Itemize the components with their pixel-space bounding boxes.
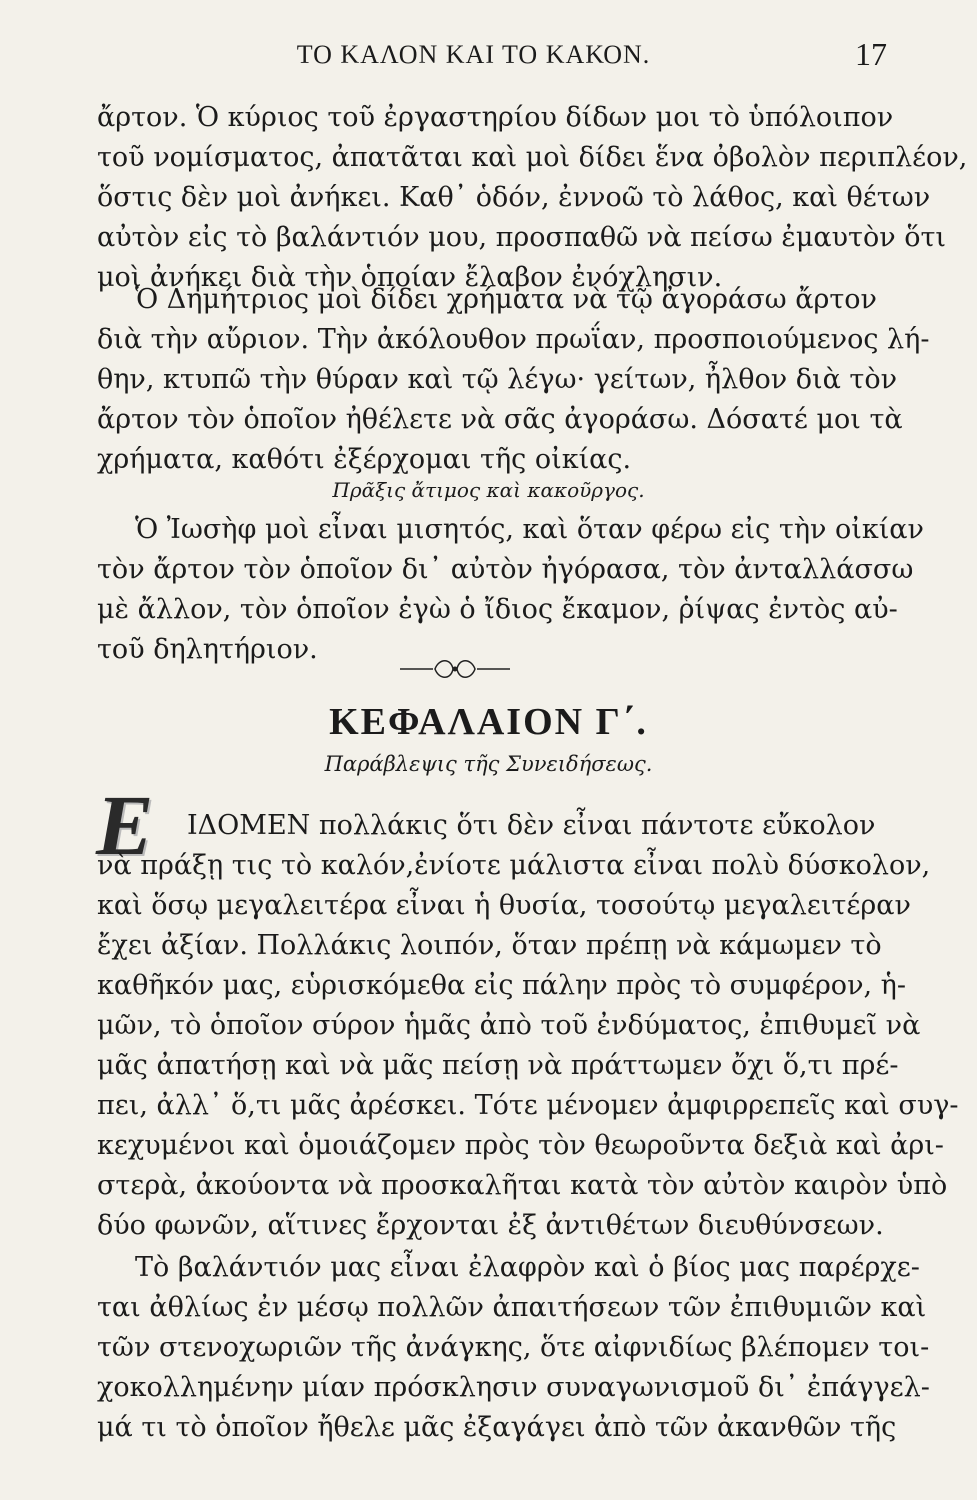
text-line: μῶν, τὸ ὁποῖον σύρον ἡμᾶς ἀπὸ τοῦ ἐνδύματος, ἐπιθυμεῖ νὰ — [97, 1010, 921, 1041]
text-line: χοκολλημένην μίαν πρόσκλησιν συναγωνισμοῦ δι᾽ ἐπάγγελ- — [97, 1372, 930, 1403]
text-line: ὅστις δὲν μοὶ ἀνήκει. Καθ᾽ ὁδόν, ἐννοῶ τὸ λάθος, καὶ θέτων — [97, 182, 931, 213]
chapter-title: ΚΕΦΑΛΑΙΟΝ Γ΄. — [329, 701, 648, 743]
text-line: τῶν στενοχωριῶν τῆς ἀνάγκης, ὅτε αἰφνιδίως βλέπομεν τοι- — [97, 1332, 930, 1363]
paragraph-3 — [97, 510, 924, 670]
text-line: ἔχει ἀξίαν. Πολλάκις λοιπόν, ὅταν πρέπῃ νὰ κάμωμεν τὸ — [97, 930, 882, 961]
drop-cap-initial: Ε — [96, 777, 154, 873]
page-header — [90, 36, 887, 80]
text-line: μὲ ἄλλον, τὸν ὁποῖον ἐγὼ ὁ ἴδιος ἔκαμον, ῥίψας ἐντὸς αὐ- — [97, 594, 898, 625]
text-line: μοὶ ἀνήκει διὰ τὴν ὁποίαν ἔλαβον ἐνόχλησιν. — [97, 262, 723, 293]
text-line: διὰ τὴν αὔριον. Τὴν ἀκόλουθον πρωΐαν, προσποιούμενος λή- — [97, 324, 930, 355]
text-line: νὰ πράξῃ τις τὸ καλόν,ἐνίοτε μάλιστα εἶναι πολὺ δύσκολον, — [97, 850, 931, 881]
text-line: μᾶς ἀπατήσῃ καὶ νὰ μᾶς πείσῃ νὰ πράττωμεν ὄχι ὅ,τι πρέ- — [97, 1050, 899, 1081]
text-line: Ὁ Ἰωσὴφ μοὶ εἶναι μισητός, καὶ ὅταν φέρω εἰς τὴν οἰκίαν — [135, 514, 924, 545]
text-line: Ὁ Δημήτριος μοὶ δίδει χρήματα νὰ τῷ ἀγοράσω ἄρτον — [135, 284, 877, 315]
text-line: χρήματα, καθότι ἐξέρχομαι τῆς οἰκίας. — [97, 444, 632, 475]
text-line: μά τι τὸ ὁποῖον ἤθελε μᾶς ἐξαγάγει ἀπὸ τῶν ἀκανθῶν τῆς — [97, 1412, 897, 1443]
text-line: ται ἀθλίως ἐν μέσῳ πολλῶν ἀπαιτήσεων τῶν ἐπιθυμιῶν καὶ — [97, 1292, 927, 1323]
text-line: τὸν ἄρτον τὸν ὁποῖον δι᾽ αὐτὸν ἠγόρασα, τὸν ἀνταλλάσσω — [97, 554, 914, 585]
paragraph-4 — [97, 806, 959, 1246]
text-line: καθῆκόν μας, εὑρισκόμεθα εἰς πάλην πρὸς τὸ συμφέρον, ἡ- — [97, 970, 906, 1001]
text-line: ἄρτον. Ὁ κύριος τοῦ ἐργαστηρίου δίδων μοι τὸ ὑπόλοιπον — [97, 102, 894, 133]
running-title: ΤΟ ΚΑΛΟΝ ΚΑΙ ΤΟ ΚΑΚΟΝ. — [296, 40, 651, 69]
text-line: ἄρτον τὸν ὁποῖον ἠθέλετε νὰ σᾶς ἀγοράσω. Δόσατέ μοι τὰ — [97, 404, 903, 435]
chapter-subtitle: Παράβλεψις τῆς Συνειδήσεως. — [324, 752, 653, 776]
text-line: κεχυμένοι καὶ ὁμοιάζομεν πρὸς τὸν θεωροῦντα δεξιὰ καὶ ἀρι- — [97, 1130, 944, 1161]
text-line: καὶ ὅσῳ μεγαλειτέρα εἶναι ἡ θυσία, τοσούτῳ μεγαλειτέραν — [97, 890, 911, 921]
paragraph-2 — [97, 280, 930, 480]
text-line: Τὸ βαλάντιόν μας εἶναι ἐλαφρὸν καὶ ὁ βίος μας παρέρχε- — [135, 1252, 920, 1283]
text-line: αὐτὸν εἰς τὸ βαλάντιόν μου, προσπαθῶ νὰ πείσω ἐμαυτὸν ὅτι — [97, 222, 947, 253]
page-number: 17 — [855, 36, 887, 72]
text-line: ΙΔΟΜΕΝ πολλάκις ὅτι δὲν εἶναι πάντοτε εὔκολον — [187, 810, 876, 841]
text-line: τοῦ δηλητήριον. — [97, 634, 318, 665]
marginal-note: Πρᾶξις ἄτιμος καὶ κακοῦργος. — [332, 478, 645, 502]
ornament-divider — [395, 654, 515, 684]
text-line: δύο φωνῶν, αἵτινες ἔρχονται ἐξ ἀντιθέτων διευθύνσεων. — [97, 1210, 884, 1241]
text-line: θην, κτυπῶ τὴν θύραν καὶ τῷ λέγω· γείτων, ἦλθον διὰ τὸν — [97, 364, 897, 395]
text-line: τοῦ νομίσματος, ἀπατᾶται καὶ μοὶ δίδει ἕνα ὀβολὸν περιπλέον, — [97, 142, 968, 173]
text-line: στερὰ, ἀκούοντα νὰ προσκαλῆται κατὰ τὸν αὐτὸν καιρὸν ὑπὸ — [97, 1170, 948, 1201]
text-line: πει, ἀλλ᾽ ὅ,τι μᾶς ἀρέσκει. Τότε μένομεν ἀμφιρρεπεῖς καὶ συγ- — [97, 1090, 959, 1121]
paragraph-5 — [97, 1248, 930, 1448]
paragraph-1 — [97, 98, 968, 298]
